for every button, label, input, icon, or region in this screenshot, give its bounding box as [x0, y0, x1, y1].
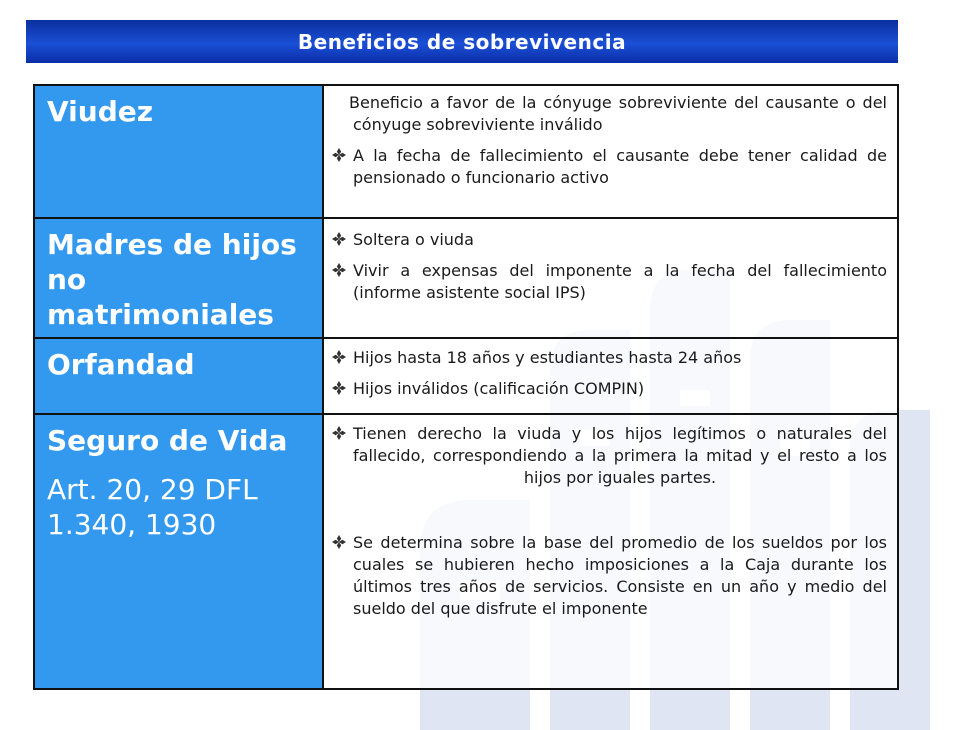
row-label-cell	[34, 85, 323, 218]
bullet-text: Tienen derecho la viuda y los hijos legítimos o naturales del fallecido, correspondiendo a la primera la mitad y el resto a los hijos por iguales partes.	[353, 424, 887, 487]
list-item	[330, 423, 887, 489]
row-sublabel: Art. 20, 29 DFL 1.340, 1930	[47, 473, 258, 541]
list-item	[330, 347, 887, 369]
table-row	[34, 414, 898, 689]
bullet-text: Vivir a expensas del imponente a la fecha del fallecimiento (informe asistente social IPS)	[353, 261, 887, 302]
row-description-cell	[323, 218, 898, 338]
spacer	[330, 498, 887, 532]
page-title: Beneficios de sobrevivencia	[26, 20, 898, 63]
table-row	[34, 85, 898, 218]
list-item	[330, 532, 887, 620]
bullet-text: A la fecha de fallecimiento el causante debe tener calidad de pensionado o funcionario activo	[353, 146, 887, 187]
row-label: Seguro de Vida	[47, 424, 288, 457]
row-label: Viudez	[47, 95, 154, 128]
table-row	[34, 218, 898, 338]
list-item	[330, 145, 887, 189]
row-label-cell	[34, 414, 323, 689]
row-label-cell	[34, 218, 323, 338]
table-row	[34, 338, 898, 414]
row-label: Madres de hijos no matrimoniales	[47, 228, 297, 331]
row-label: Orfandad	[47, 348, 195, 381]
bullet-text: Se determina sobre la base del promedio de los sueldos por los cuales se hubieren hecho imposiciones a la Caja durante los últimos tres años de servicios. Consiste en un año y medio del sueldo del que disfrute el imponente	[353, 533, 887, 618]
bullet-text: Soltera o viuda	[353, 230, 474, 249]
benefits-table	[33, 84, 899, 690]
bullet-text: Hijos inválidos (calificación COMPIN)	[353, 379, 645, 398]
description-text: Beneficio a favor de la cónyuge sobreviviente del causante o del cónyuge sobreviviente inválido	[349, 93, 887, 134]
row-description-cell	[323, 338, 898, 414]
row-label-cell	[34, 338, 323, 414]
list-item	[330, 260, 887, 304]
list-item	[330, 229, 887, 251]
list-item	[330, 378, 887, 400]
row-description-cell	[323, 414, 898, 689]
row-description-cell	[323, 85, 898, 218]
bullet-text: Hijos hasta 18 años y estudiantes hasta 24 años	[353, 348, 742, 367]
